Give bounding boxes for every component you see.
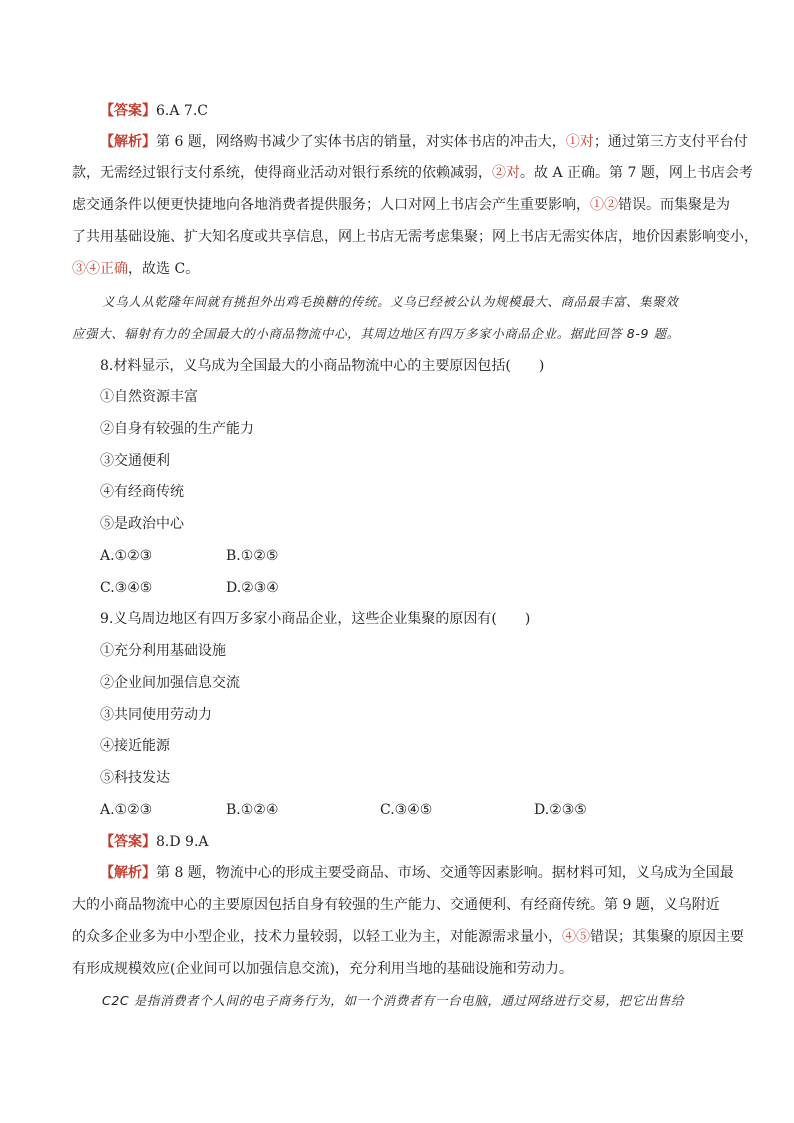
analysis2-line-4: 有形成规模效应(企业间可以加强信息交流)，充分利用当地的基础设施和劳动力。 — [72, 961, 573, 977]
highlight-text: ②对 — [492, 165, 520, 181]
q8-item-5: ⑤是政治中心 — [100, 516, 184, 532]
material-line-2: 应强大、辐射有力的全国最大的小商品物流中心，其周边地区有四万多家小商品企业。据此回答 8-9 题。 — [72, 326, 680, 341]
q8-item-1: ①自然资源丰富 — [100, 389, 198, 405]
q9-item-3: ③共同使用劳动力 — [100, 707, 212, 723]
q8-option-d: D.②③④ — [226, 580, 279, 596]
highlight-text: ③④正确 — [72, 261, 128, 277]
highlight-text: ①对 — [565, 134, 594, 150]
q8-item-4: ④有经商传统 — [100, 484, 184, 500]
q9-option-c: C.③④⑤ — [380, 802, 433, 818]
analysis-line-4: 了共用基础设施、扩大知名度或共享信息，网上书店无需考虑集聚；网上书店无需实体店，地价因素影响变小， — [72, 229, 758, 245]
q9-option-d: D.②③⑤ — [534, 802, 587, 818]
q9-option-b: B.①②④ — [226, 802, 279, 818]
q9-item-4: ④接近能源 — [100, 738, 170, 754]
answer-line-8-9 — [100, 832, 209, 852]
q9-item-2: ②企业间加强信息交流 — [100, 675, 240, 691]
analysis-line-2: 款，无需经过银行支付系统，使得商业活动对银行系统的依赖减弱，②对。故 A 正确。第 7 题，网上书店会考 — [72, 165, 753, 181]
highlight-text: ①② — [590, 197, 618, 213]
q8-item-3: ③交通便利 — [100, 453, 170, 469]
q8-option-c: C.③④⑤ — [100, 580, 153, 596]
analysis-line-1: 【解析】第 6 题，网络购书减少了实体书店的销量，对实体书店的冲击大，①对；通过第三方支付平台付 — [100, 134, 748, 150]
answer-line-6-7 — [100, 101, 208, 121]
answer-label: 【答案】 — [100, 103, 156, 119]
analysis-label: 【解析】 — [100, 865, 156, 881]
analysis2-line-3: 的众多企业多为中小型企业，技术力量较弱，以轻工业为主，对能源需求量小，④⑤错误；其集聚的原因主要 — [72, 929, 744, 945]
analysis-label: 【解析】 — [100, 134, 156, 150]
q9-option-a: A.①②③ — [100, 802, 153, 818]
analysis-line-3: 虑交通条件以便更快捷地向各地消费者提供服务；人口对网上书店会产生重要影响，①②错误。而集聚是为 — [72, 197, 730, 213]
material-line-1: 义乌人从乾隆年间就有挑担外出鸡毛换糖的传统。义乌已经被公认为规模最大、商品最丰富、集聚效 — [102, 294, 679, 309]
analysis-line-5: ③④正确，故选 C。 — [72, 261, 200, 277]
answer-text: 8.D 9.A — [156, 834, 209, 850]
q8-item-2: ②自身有较强的生产能力 — [100, 421, 254, 437]
q8-option-a: A.①②③ — [100, 548, 153, 564]
q9-item-1: ①充分利用基础设施 — [100, 643, 226, 659]
q9-item-5: ⑤科技发达 — [100, 770, 170, 786]
q8-option-b: B.①②⑤ — [226, 548, 279, 564]
answer-text: 6.A 7.C — [156, 103, 208, 119]
analysis2-line-1: 【解析】第 8 题，物流中心的形成主要受商品、市场、交通等因素影响。据材料可知，义乌成为全国最 — [100, 865, 734, 881]
analysis2-line-2: 大的小商品物流中心的主要原因包括自身有较强的生产能力、交通便利、有经商传统。第 9 题，义乌附近 — [72, 897, 720, 913]
highlight-text: ④⑤ — [562, 929, 590, 945]
question-8-stem: 8.材料显示，义乌成为全国最大的小商品物流中心的主要原因包括( ) — [100, 358, 545, 374]
answer-label: 【答案】 — [100, 834, 156, 850]
question-9-stem: 9.义乌周边地区有四万多家小商品企业，这些企业集聚的原因有( ) — [100, 611, 531, 627]
material2-line-1: C2C 是指消费者个人间的电子商务行为，如一个消费者有一台电脑，通过网络进行交易，把它出售给 — [102, 993, 684, 1008]
